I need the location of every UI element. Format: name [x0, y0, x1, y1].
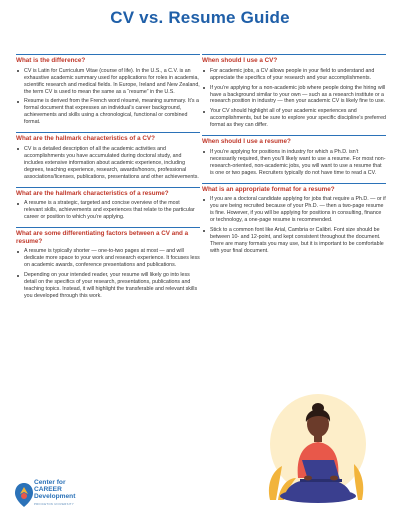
- section: [202, 183, 386, 255]
- section-heading: What are some differentiating factors between a CV and a resume?: [16, 227, 200, 245]
- bullet-list: [16, 68, 200, 127]
- logo-subtitle: PRINCETON UNIVERSITY: [34, 501, 74, 506]
- section: [16, 227, 200, 300]
- right-column: [202, 54, 386, 261]
- bullet-item: Resume is derived from the French word résumé, meaning summary. It’s a formal document that expresses an individual’s career background, achievements and skills using a chronological, functional or combined format.: [16, 98, 200, 126]
- page-title: CV vs. Resume Guide: [110, 8, 290, 27]
- logo-line-2: CAREER: [34, 485, 62, 493]
- bullet-item: For academic jobs, a CV allows people in your field to understand and appreciate the specifics of your research and your accomplishments.: [202, 68, 386, 82]
- bullet-item: If you’re applying for positions in industry for which a Ph.D. isn’t necessarily required, then you’ll likely want to use a resume. For most non-research-oriented, non-academic jobs, you will want to use a resume that is one or two pages. Recruiters typically do not have time to read a CV.: [202, 149, 386, 177]
- section: [202, 135, 386, 176]
- section-heading: What are the hallmark characteristics of a CV?: [16, 132, 200, 143]
- bullet-list: [202, 196, 386, 255]
- section-heading: What is the difference?: [16, 54, 200, 65]
- career-center-logo: [14, 480, 94, 512]
- bullet-item: If you are a doctoral candidate applying for jobs that require a Ph.D. — or if you are being recruited because of your Ph.D. — then a two-page resume is fine. However, if you will be applying for positions in consulting, finance or technology, a one-page resume is recommended.: [202, 196, 386, 224]
- logo-line-1: Center for: [34, 479, 66, 486]
- bullet-item: Depending on your intended reader, your resume will likely go into less detail on the specifics of your research, presentations, publications and teaching topics. Instead, it will highlight the transferable and relevant skills you developed through this work.: [16, 272, 200, 300]
- bullet-list: [16, 200, 200, 221]
- bullet-item: CV is a detailed description of all the academic activities and accomplishments you have accumulated during doctoral study, and includes extensive information about academic experience, including degrees, teaching experience, research, awards/honors, professional associations/licenses, publications, presentations and other achievements.: [16, 146, 200, 181]
- section-heading: What are the hallmark characteristics of a resume?: [16, 187, 200, 198]
- career-logo-icon: [14, 482, 34, 508]
- bullet-item: A resume is a strategic, targeted and concise overview of the most relevant skills, achievements and experiences that relate to the particular career or position to which you’re applying.: [16, 200, 200, 221]
- section-heading: What is an appropriate format for a resume?: [202, 183, 386, 194]
- bullet-list: [16, 248, 200, 300]
- section: [16, 54, 200, 126]
- bullet-item: A resume is typically shorter — one-to-two pages at most — and will dedicate more space to your work and research experience. It focuses less on academic awards, conference presentations and publications.: [16, 248, 200, 269]
- bullet-list: [202, 149, 386, 177]
- bullet-list: [16, 146, 200, 181]
- bullet-item: Your CV should highlight all of your academic experiences and accomplishments, but be sure to explore your specific discipline’s preferred format as they can differ.: [202, 108, 386, 129]
- person-with-laptop-illustration: [262, 382, 374, 506]
- logo-line-3: Development: [34, 492, 76, 500]
- section: [16, 132, 200, 180]
- bullet-item: If you’re applying for a non-academic job where people doing the hiring will have a background similar to your own — such as a research institute or a research position in industry — then your academic CV is likely fine to use.: [202, 85, 386, 106]
- section-heading: When should I use a resume?: [202, 135, 386, 146]
- bullet-list: [202, 68, 386, 130]
- section: [16, 187, 200, 222]
- left-column: [16, 54, 200, 306]
- bullet-item: Stick to a common font like Arial, Cambria or Calibri. Font size should be between 10- and 12-point, and kept consistent throughout the document. There are many formats you may use, but it is important to be comfortable with your final document.: [202, 227, 386, 255]
- bullet-item: CV is Latin for Curriculum Vitae (course of life). In the U.S., a C.V. is an exhaustive academic summary used for applications for roles in academia, scientific research and medical fields. In Europe, Ireland and New Zealand, the term CV is used to mean the same as a “resume” in the U.S.: [16, 68, 200, 96]
- section-heading: When should I use a CV?: [202, 54, 386, 65]
- section: [202, 54, 386, 129]
